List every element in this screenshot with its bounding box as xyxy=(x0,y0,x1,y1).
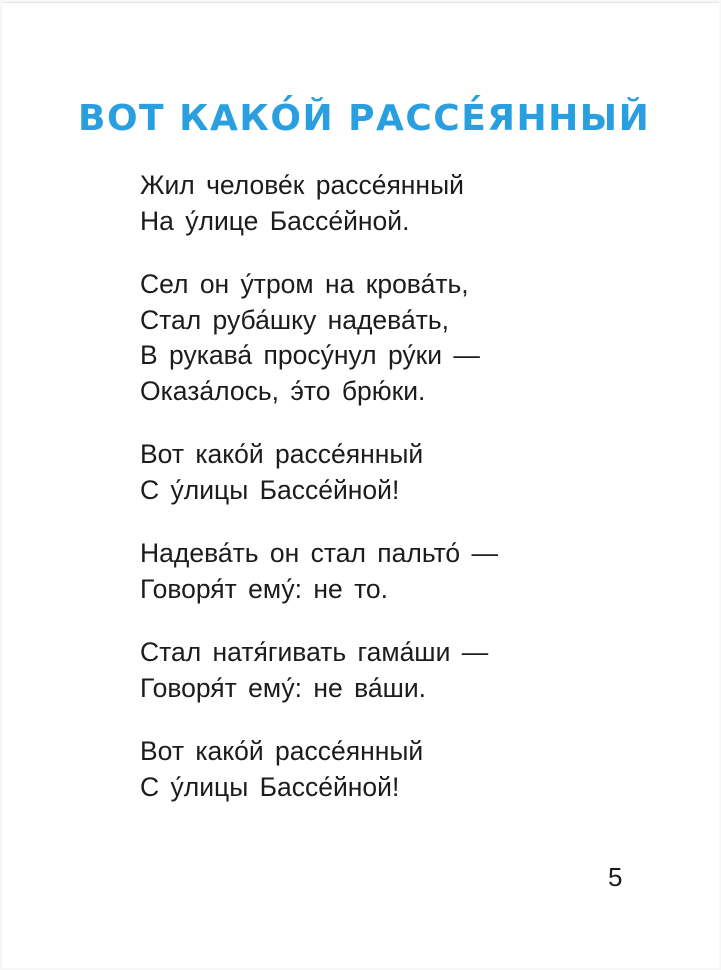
poem-line: Стал натя́гивать гама́ши — xyxy=(140,637,489,667)
stanza xyxy=(140,168,498,239)
poem-body xyxy=(140,168,498,833)
poem-line: Говоря́т ему́: не ва́ши. xyxy=(140,672,427,703)
poem-line: Вот како́й рассе́янный xyxy=(140,736,424,766)
poem-line: В рукава́ просу́нул ру́ки — xyxy=(140,340,480,370)
book-page xyxy=(2,2,719,968)
poem-line: С у́лицы Бассе́йной! xyxy=(140,474,400,505)
stanza xyxy=(140,437,498,508)
poem-line: Сел он у́тром на крова́ть, xyxy=(140,269,469,299)
poem-line: Говоря́т ему́: не то. xyxy=(140,573,389,604)
poem-line: Стал руба́шку надева́ть, xyxy=(140,304,449,335)
poem-line: С у́лицы Бассе́йной! xyxy=(140,771,400,802)
poem-line: Жил челове́к рассе́янный xyxy=(140,170,464,200)
poem-line: Оказа́лось, э́то брю́ки. xyxy=(140,375,426,406)
poem-line: На у́лице Бассе́йной. xyxy=(140,205,410,236)
poem-line: Вот како́й рассе́янный xyxy=(140,439,424,469)
page-number: 5 xyxy=(608,862,623,892)
stanza xyxy=(140,267,498,409)
poem-line: Надева́ть он стал пальто́ — xyxy=(140,538,499,568)
stanza xyxy=(140,536,498,607)
poem-title: ВОТ КАКО́Й РАССЕ́ЯННЫЙ xyxy=(78,98,651,139)
stanza xyxy=(140,635,498,706)
stanza xyxy=(140,734,498,805)
